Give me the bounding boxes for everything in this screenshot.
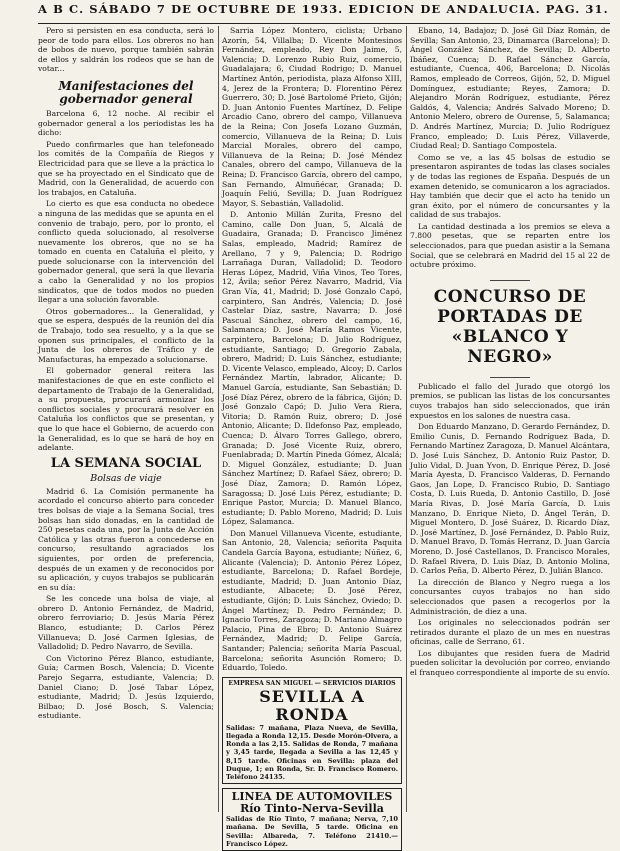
paragraph: Otros gobernadores... la Generalidad, y que se espera, después de la reunión del día de Trabajo, todo sea resuelto, y a la que se oponen sus principales, el conflicto de la Junta de los obreros de Tráfico y de Manufacturas, ha empezado a solucionarse. (38, 306, 214, 364)
advertisement-automoviles (222, 788, 402, 851)
ad-header: EMPRESA SAN MIGUEL — SERVICIOS DIARIOS (228, 679, 396, 687)
ad-body: Salidas de Río Tinto, 7 mañana; Nerva, 7,10 mañana. De Sevilla, 5 tarde. Oficina en Sevilla: Albareda, 7. Teléfono 21410.—Francisco López. (226, 815, 398, 848)
paragraph: Puedo confirmarles que han telefoneado los comités de la Compañía de Riegos y Electricidad para que se lleve a la práctica lo que se ha proyectado en el Sindicato que de Madrid, con la Generalidad, de acuerdo con los trabajos, en Cataluña. (38, 139, 214, 197)
paragraph: Ebano, 14, Badajoz; D. José Gil Díaz Román, de Sevilla; San Antonio, 23, Dinamarca (Barcelona); D. Ángel González Sánchez, de Sevilla; D. Alberto Ibáñez, Cuenca; D. Rafael Sánchez García, estudiante, Cuenca, 406, Barcelona; D. Nicolás Ramos, empleado de Correos, Gijón, 52, D. Miguel Domínguez, estudiante; Reyes, Zamora; D. Alejandro Morán Rodríguez, estudiante, Pérez Galdós, 4, Valencia; Andrés Salvado Moreno; D. Antonio Melero, obrero de Ourense, 5, Salamanca; D. Andrés Martínez, Murcia; D. Julio Rodríguez Franco, empleado; D. Luis Pérez, Villaverde, Ciudad Real; D. Santiago Compostela. (410, 26, 610, 151)
paragraph: La dirección de Blanco y Negro ruega a los concursantes cuyos trabajos no han sido seleccionados que pasen a recogerlos por la Administración, de diez a una. (410, 577, 610, 616)
column-left (38, 26, 214, 812)
column-divider (406, 26, 407, 812)
paragraph: El gobernador general reitera las manifestaciones de que en este conflicto el departamento de Trabajo de la Generalidad, a su propuesta, procurará armonizar los conflictos sociales y procurará resolver en Cataluña los conflictos que se presentan, y que lo que hace el Gobierno, de acuerdo con la Generalidad, es lo que se hará de hoy en adelante. (38, 366, 214, 453)
paragraph: Los originales no seleccionados podrán ser retirados durante el plazo de un mes en nuestras oficinas, calle de Serrano, 61. (410, 618, 610, 647)
paragraph: D. Antonio Millán Zurita, Fresno del Camino, calle Don Juan, 5, Alcalá de Guadaira, Granada; D. Francisco Jiménez Salas, empleado, Madrid; Ramírez de Arellano, 7 y 9, Palencia; D. Rodrigo Larrañaga Duran, Valladolid; D. Teodoro Heras López, Madrid, Viña Vinos, Teo Tores, 12, Ávila; señor Pérez Navarro, Madrid, Vía Gran Vía, 41, Madrid; D. José Gonzalo Capó, carpintero, San Andrés, Valencia; D. José Castelar Díaz, sastre, Navarra; D. José Pascual Sánchez, obrero del campo, 16, Salamanca; D. José María Ramos Vicente, carpintero, Barcelona; D. Julio Rodríguez, estudiante, Santiago; D. Gregorio Zabala, obrero, Madrid; D. Luis Sánchez, estudiante; D. Vicente Velasco, empleado, Alcoy; D. Carlos Fernández Martín, labrador, Alicante; D. Manuel García, estudiante, San Sebastián; D. José Díaz Pérez, obrero de la fábrica, Gijón; D. José Gonzalo Capó; D. Julio Vera Riera, Vitoria; D. Ramón Ruiz, obrero; D. José Antonio, Alicante; D. Ildefonso Paz, empleado, Cuenca; D. Álvaro Torres Gallego, obrero, Granada; D. José Vicente Ruiz, obrero, Fuenlabrada; D. Martín Pineda Gómez, Alcalá; D. Miguel González, estudiante; D. Juan Sánchez Martínez; D. Rafael Sáez, obrero; D. José Díaz, Zamora; D. Ramón López, Saragossa; D. José Luis Pérez, estudiante; D. Enrique Pastor, Murcia; D. Manuel Blanco, estudiante; D. Pablo Moreno, Madrid; D. Luis López, Salamanca. (222, 210, 402, 527)
column-divider (218, 26, 219, 812)
paragraph: Sarria López Montero, ciclista; Urbano Azorín, 54, Villalba; D. Vicente Montesinos Fernández, empleado, Rey Don Jaime, 5, Valencia; D. Lorenzo Rubio Ruiz, comercio, Guadalajara; 6, Ciudad Rodrigo; D. Manuel Martínez Antón, periodista, plaza Alfonso XIII, 4, Jerez de la Frontera; D. Florentino Pérez Guerrero, 30; D. José Bartolomé Prieto, Gijón; D. Juan Antonio Fuentes Martínez, D. Felipe Arcadio Cano, obrero del campo, Villanueva de la Reina; Con Josefa Lozano Guzmán, comercio, Villanueva de la Reina; D. Luis Marcial Morales, obrero del campo, Villanueva de la Reina; D. José Méndez Canales, obrero del campo, Villanueva de la Reina; D. Francisco García, obrero del campo, San Fernando, Almuñécar, Granada; D. Joaquín Feliú, Sevilla; D. Juan Rodríguez Mayor, S. Sebastián, Valladolid. (222, 26, 402, 208)
paragraph: Don Manuel Villanueva Vicente, estudiante, San Antonio, 28, Valencia; señorita Paquita Candela García Bayona, estudiante; Núñez, 6, Alicante (Valencia); D. Antonio Pérez López, estudiante, Barcelona; D. Rafael Bordeje, estudiante, Madrid; D. Juan Antonio Díaz, estudiante, Albacete; D. José Pérez, estudiante, Gijón; D. Luis Sánchez, Oviedo; D. Ángel Martínez; D. Pedro Fernández; D. Ignacio Torres, Zaragoza; D. Mariano Almagro Palacio, Pina de Ebro; D. Antonio Suárez Fernández, Madrid; D. Felipe García, Santander; Palencia; señorita María Pascual, Barcelona; señorita Asunción Romero; D. Eduardo, Toledo. (222, 528, 402, 673)
ornament-divider (490, 371, 530, 378)
ad-body: Salidas: 7 mañana, Plaza Nueva, de Sevilla, llegada a Ronda 12,15. Desde Morón-Olvera, a Ronda a las 2,15. Salidas de Ronda, 7 mañana y 3,45 tarde, llegada a Sevilla a las 12,45 y 8,15 tarde. Oficinas en Sevilla: plaza del Duque, 1; en Ronda, Sr. D. Francisco Romero. Teléfono 24135. (226, 723, 398, 781)
ornament-divider (490, 274, 530, 281)
paragraph: Barcelona 6, 12 noche. Al recibir el gobernador general a los periodistas les ha dicho: (38, 108, 214, 138)
paragraph: Lo cierto es que esa conducta no obedece a ninguna de las medidas que se apunta en el convenio de trabajo, pero, por lo pronto, el conflicto queda solucionado, al resolverse nuevamente los obreros, que no se ha tomado en cuenta en Cataluña el pleito, y puede solucionarse con la intervención del gobernador general, que será la que llevaría a cabo la Generalidad y no los propios sindicatos, que de todos modos no pueden llegar a una solución favorable. (38, 199, 214, 305)
ad-title: SEVILLA A RONDA (259, 686, 365, 724)
column-right (410, 26, 610, 812)
paragraph: Los dibujantes que residen fuera de Madrid pueden solicitar la devolución por correo, enviando el franqueo correspondiente al importe de su envío. (410, 648, 610, 678)
paragraph: Como se ve, a las 45 bolsas de estudio se presentaron aspirantes de todas las clases sociales y de todas las regiones de España. Después de un examen detenido, se comunicaron a los agraciados. Hay también que decir que el acto ha tenido un gran éxito, por el número de concursantes y la calidad de sus trabajos. (410, 152, 610, 220)
paragraph: Don Eduardo Manzano, D. Gerardo Fernández, D. Emilio Cunis, D. Fernando Rodríguez Bada, D. Fernando Martínez Zaragoza, D. Manuel Alcántara, D. José Luis Sánchez, D. Antonio Ruiz Pastor, D. Julio Vidal, D. Juan Yvon, D. Enrique Pérez, D. José María Ayesta, D. Francisco Valderas, D. Fernando Gaos, Jan Lope, D. Francisco Rubio, D. Santiago Costa, D. Luis Rueda, D. Antonio Castillo, D. José María Rivas, D. José María García, D. Luis Manzano, D. Enrique Nieto, D. Ángel Terán, D. Miguel Montero, D. José Suárez, D. Ricardo Díaz, D. José Martínez, D. José Fernández, D. Pablo Ruiz, D. Manuel Bravo, D. Tomás Herranz, D. Juan García Moreno, D. José Castellanos, D. Francisco Morales, D. Rafael Rivera, D. Luis Díaz, D. Antonio Molina, D. Carlos Peña, D. Alberto Pérez, D. Julián Blanco. (410, 422, 610, 576)
header-rule (38, 23, 610, 24)
paragraph: Se les concede una bolsa de viaje, al obrero D. Antonio Fernández, de Madrid, obrero ferroviario; D. Jesús María Pérez Blanco, estudiante; D. Carlos Pérez Villanueva; D. José Carmen Iglesias, de Valladolid; D. Pedro Navarro, de Sevilla. (38, 594, 214, 652)
column-middle (222, 26, 402, 848)
page-header: A B C. SÁBADO 7 DE OCTUBRE DE 1933. EDICION DE ANDALUCIA. PAG. 31. (38, 2, 609, 16)
subheading-bolsas: Bolsas de viaje (90, 472, 162, 484)
section-heading-manifestaciones: Manifestaciones del gobernador general (58, 78, 194, 106)
paragraph: Publicado el fallo del Jurado que otorgó los premios, se publican las listas de los concursantes cuyos trabajos han sido seleccionados, que irán expuestos en los salones de nuestra casa. (410, 381, 610, 420)
paragraph: Madrid 6. La Comisión permanente ha acordado el concurso abierto para conceder tres bolsas de viaje a la Semana Social, tres bolsas han sido donadas, en la cantidad de 250 pesetas cada una, por la Junta de Acción Católica y las otras fueron a concederse en concurso, resultando agraciados los siguientes, por orden de preferencia, después de un examen y de reconocidos por su aplicación, y cuyos trabajos se publicarán en su día: (38, 486, 214, 592)
section-heading-concurso: CONCURSO DE PORTADAS DE «BLANCO Y NEGRO» (433, 286, 587, 367)
ad-header: LINEA DE AUTOMOVILES (231, 790, 393, 804)
paragraph: La cantidad destinada a los premios se eleva a 7.800 pesetas, que se reparten entre los seleccionados, para que puedan asistir a la Semana Social, que se celebrará en Madrid del 15 al 22 de octubre próximo. (410, 221, 610, 270)
paragraph: Con Victorino Pérez Blanco, estudiante, Guía; Carmen Bosch, Valencia; D. Vicente Parejo Segarra, estudiante, Valencia; D. Daniel Ciano; D. José Tabar López, estudiante, Madrid; D. Jesús Izquierdo, Bilbao; D. José Bosch, S. Valencia; estudiante. (38, 653, 214, 721)
section-heading-semana-social: LA SEMANA SOCIAL (50, 455, 202, 471)
ad-title: Río Tinto-Nerva-Sevilla (240, 802, 384, 816)
advertisement-sevilla-ronda (222, 677, 402, 784)
intro-paragraph: Pero si persisten en esa conducta, será lo peor de todo para ellos. Los obreros no han de bobos de nuevo, porque también sabrán de ellos y saldrán los rodeos que se han de votar... (38, 26, 214, 74)
